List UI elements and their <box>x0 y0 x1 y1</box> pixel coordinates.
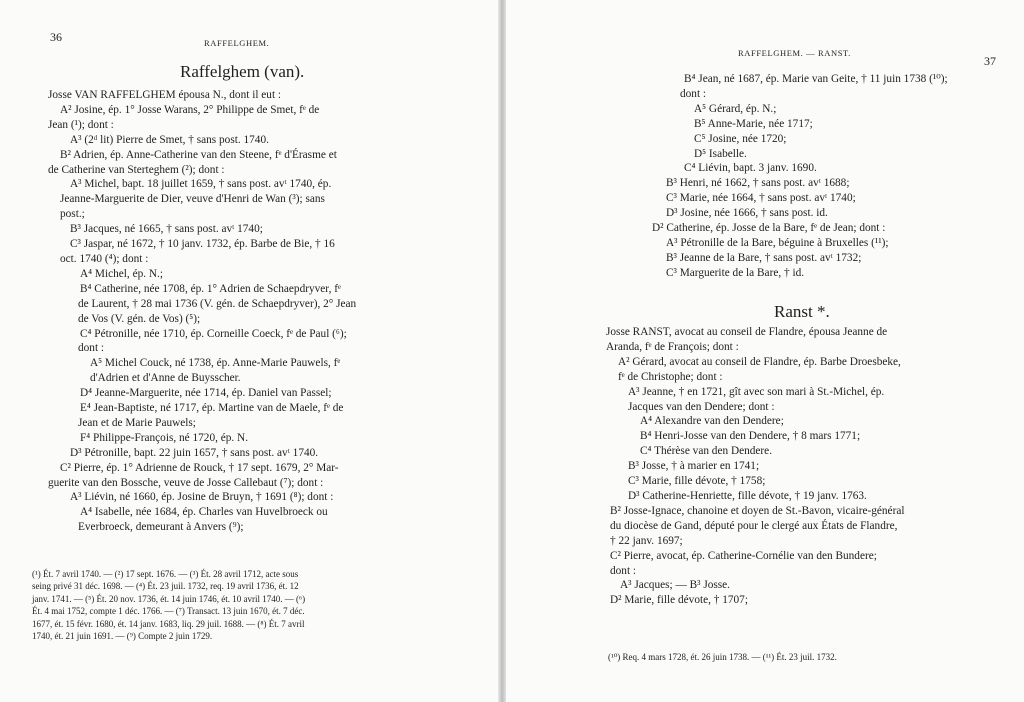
text-line: B³ Jeanne de la Bare, † sans post. avᵗ 1732; <box>666 251 862 264</box>
text-line: D³ Josine, née 1666, † sans post. id. <box>666 207 828 220</box>
page-number: 36 <box>50 30 62 44</box>
genealogy-text <box>636 72 948 281</box>
text-line: guerite van den Bossche, veuve de Josse Callebaut (⁷); dont : <box>48 476 324 489</box>
text-line: oct. 1740 (⁴); dont : <box>60 252 149 265</box>
text-line: B³ Jacques, né 1665, † sans post. avᵗ 1740; <box>70 223 263 236</box>
text-line: D² Marie, fille dévote, † 1707; <box>610 594 748 607</box>
text-line: A³ (2ᵈ lit) Pierre de Smet, † sans post. 1740. <box>70 133 269 146</box>
footnote-line: Ét. 4 mai 1752, compte 1 déc. 1766. — (⁷) Transact. 13 juin 1670, ét. 7 déc. <box>32 606 305 617</box>
running-head: RAFFELGHEM. — RANST. <box>738 48 851 58</box>
text-line: C³ Marie, née 1664, † sans post. avᵗ 1740; <box>666 192 856 205</box>
text-line: A⁴ Isabelle, née 1684, ép. Charles van Huvelbroeck ou <box>80 506 328 519</box>
genealogy-text <box>606 325 905 608</box>
running-head: RAFFELGHEM. <box>204 38 270 48</box>
footnote-line: janv. 1741. — (⁵) Ét. 20 nov. 1736, ét. 14 juin 1746, ét. 10 avril 1740. — (⁶) <box>32 593 306 604</box>
text-line: † 22 janv. 1697; <box>610 534 683 547</box>
text-line: C⁴ Pétronille, née 1710, ép. Corneille Coeck, fᵉ de Paul (⁶); <box>80 327 347 340</box>
text-line: A³ Michel, bapt. 18 juillet 1659, † sans post. avᵗ 1740, ép. <box>70 178 332 191</box>
text-line: B⁴ Jean, né 1687, ép. Marie van Geite, † 11 juin 1738 (¹⁰); <box>684 73 948 85</box>
text-line: A³ Liévin, né 1660, ép. Josine de Bruyn, † 1691 (⁸); dont : <box>70 491 334 504</box>
footnote-line: 1740, ét. 21 juin 1691. — (⁹) Compte 2 juin 1729. <box>32 631 213 642</box>
text-line: de Laurent, † 28 mai 1736 (V. gén. de Schaepdryver), 2° Jean <box>78 297 357 310</box>
text-line: A⁵ Gérard, ép. N.; <box>694 102 777 115</box>
genealogy-text <box>48 88 356 535</box>
text-line: A⁴ Michel, ép. N.; <box>80 267 164 280</box>
text-line: D⁴ Jeanne-Marguerite, née 1714, ép. Daniel van Passel; <box>80 387 332 400</box>
footnote-line: 1677, ét. 15 févr. 1680, ét. 14 janv. 1683, liq. 29 juil. 1688. — (⁸) Ét. 7 avril <box>32 618 305 629</box>
text-line: C⁵ Josine, née 1720; <box>694 132 787 145</box>
text-line: C³ Marie, fille dévote, † 1758; <box>628 475 766 488</box>
left-page <box>0 0 500 702</box>
text-line: A² Gérard, avocat au conseil de Flandre, ép. Barbe Droesbeke, <box>618 355 901 368</box>
footnote-line: (¹⁰) Req. 4 mars 1728, ét. 26 juin 1738. — (¹¹) Ét. 23 juil. 1732. <box>608 652 837 662</box>
text-line: de Vos (V. gén. de Vos) (⁵); <box>78 312 201 325</box>
section-title: Ranst *. <box>774 302 830 321</box>
text-line: D² Catherine, ép. Josse de la Bare, fᵉ de Jean; dont : <box>652 222 886 235</box>
text-line: A⁴ Alexandre van den Dendere; <box>640 415 784 428</box>
text-line: E⁴ Jean-Baptiste, né 1717, ép. Martine van de Maele, fᵉ de <box>80 402 344 415</box>
text-line: dont : <box>610 564 637 577</box>
text-line: dont : <box>680 87 707 100</box>
text-line: Everbroeck, demeurant à Anvers (⁹); <box>78 521 244 534</box>
text-line: B⁴ Catherine, née 1708, ép. 1° Adrien de Schaepdryver, fᵉ <box>80 282 341 295</box>
text-line: de Catherine van Sterteghem (²); dont : <box>48 163 225 176</box>
text-line: B² Josse-Ignace, chanoine et doyen de St.-Bavon, vicaire-général <box>610 504 905 517</box>
text-line: dont : <box>78 342 105 355</box>
text-line: A³ Jeanne, † en 1721, gît avec son mari à St.-Michel, ép. <box>628 385 885 398</box>
footnote-line: (¹) Ét. 7 avril 1740. — (²) 17 sept. 1676. — (³) Ét. 28 avril 1712, acte sous <box>32 569 299 579</box>
text-line: post.; <box>60 208 85 221</box>
text-line: B⁴ Henri-Josse van den Dendere, † 8 mars 1771; <box>640 430 861 443</box>
footnotes <box>608 651 837 663</box>
footnotes <box>32 568 305 642</box>
text-line: Aranda, fᵉ de François; dont : <box>606 340 739 353</box>
text-line: D³ Catherine-Henriette, fille dévote, † 19 janv. 1763. <box>628 489 867 502</box>
text-line: A⁵ Michel Couck, né 1738, ép. Anne-Marie Pauwels, fᵉ <box>90 357 341 370</box>
text-line: Josse RANST, avocat au conseil de Flandre, épousa Jeanne de <box>606 326 888 338</box>
text-line: Jacques van den Dendere; dont : <box>628 400 775 413</box>
right-page <box>506 0 1024 702</box>
text-line: F⁴ Philippe-François, né 1720, ép. N. <box>80 431 249 444</box>
text-line: du diocèse de Gand, député pour le clergé aux États de Flandre, <box>610 519 898 532</box>
text-line: C⁴ Liévin, bapt. 3 janv. 1690. <box>684 162 817 175</box>
text-line: Jean (¹); dont : <box>48 118 114 131</box>
text-line: fᵉ de Christophe; dont : <box>618 370 723 383</box>
text-line: d'Adrien et d'Anne de Buysscher. <box>90 372 241 385</box>
text-line: Jean et de Marie Pauwels; <box>78 416 196 429</box>
text-line: B² Adrien, ép. Anne-Catherine van den Steene, fᵉ d'Érasme et <box>60 148 337 161</box>
text-line: A² Josine, ép. 1° Josse Warans, 2° Philippe de Smet, fᵉ de <box>60 103 320 116</box>
text-line: B³ Henri, né 1662, † sans post. avᵗ 1688; <box>666 177 850 190</box>
text-line: C² Pierre, ép. 1° Adrienne de Rouck, † 17 sept. 1679, 2° Mar- <box>60 461 339 474</box>
text-line: A³ Jacques; — B³ Josse. <box>620 579 731 592</box>
text-line: C³ Marguerite de la Bare, † id. <box>666 266 805 279</box>
text-line: C² Pierre, avocat, ép. Catherine-Cornélie van den Bundere; <box>610 549 877 562</box>
text-line: Jeanne-Marguerite de Dier, veuve d'Henri de Wan (³); sans <box>60 193 325 206</box>
text-line: D⁵ Isabelle. <box>694 147 747 160</box>
section-title: Raffelghem (van). <box>180 62 305 81</box>
text-line: Josse VAN RAFFELGHEM épousa N., dont il eut : <box>48 89 282 101</box>
page-number: 37 <box>984 54 996 68</box>
text-line: C³ Jaspar, né 1672, † 10 janv. 1732, ép. Barbe de Bie, † 16 <box>70 238 335 251</box>
footnote-line: seing privé 31 déc. 1698. — (⁴) Ét. 23 juil. 1732, req. 19 avril 1736, ét. 12 <box>32 581 299 592</box>
text-line: D³ Pétronille, bapt. 22 juin 1657, † sans post. avᵗ 1740. <box>70 446 319 459</box>
text-line: B⁵ Anne-Marie, née 1717; <box>694 117 813 130</box>
text-line: B³ Josse, † à marier en 1741; <box>628 460 760 473</box>
text-line: A³ Pétronille de la Bare, béguine à Bruxelles (¹¹); <box>666 236 889 249</box>
text-line: C⁴ Thérèse van den Dendere. <box>640 445 773 458</box>
